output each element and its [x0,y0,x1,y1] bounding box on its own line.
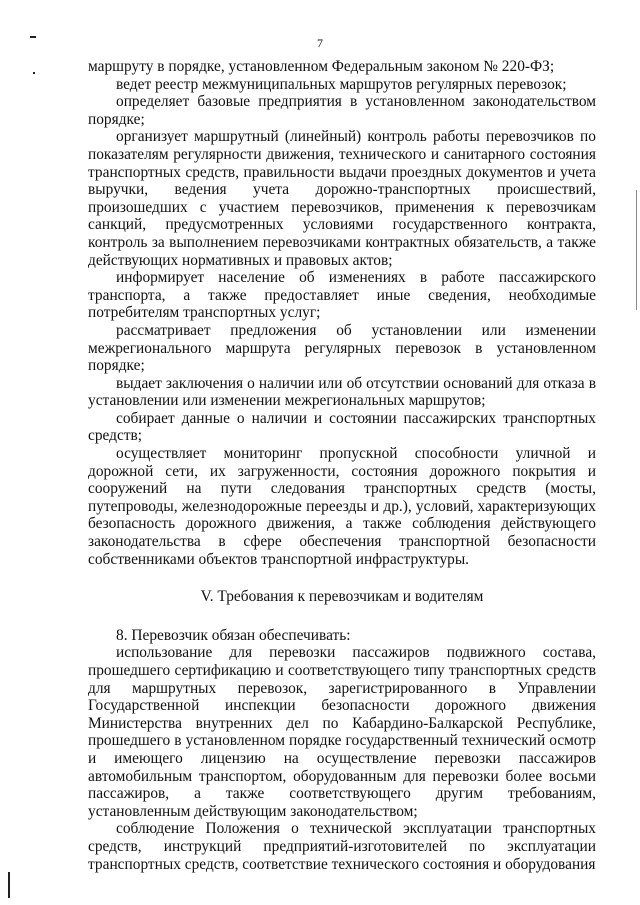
paragraph: организует маршрутный (линейный) контроль работы перевозчиков по показателям регулярности движения, технического и санитарного состояния транспортных средств, правильности выдачи проездных документов и учета выручки, ведения учета дорожно-транспортных происшествий, произошедших с участием перевозчиков, применения к перевозчикам санкций, предусмотренных условиями государственного контракта, контроль за выполнением перевозчиками контрактных обязательств, а также действующих нормативных и правовых актов; [88,128,596,269]
page-number: 7 [317,36,323,50]
paragraphs-top [88,58,596,568]
paragraph: выдает заключения о наличии или об отсутствии оснований для отказа в установлении или изменении межрегиональных маршрутов; [88,374,596,410]
scan-mark-edge [636,190,637,310]
paragraph: использование для перевозки пассажиров подвижного состава, прошедшего сертификацию и соответствующего типу транспортных средств для маршрутных перевозок, зарегистрированного в Управлении Государственной инспекции безопасности дорожного движения Министерства внутренних дел по Кабардино-Балкарской Республике, прошедшего в установленном порядке государственный технический осмотр и имеющего лицензию на осуществление перевозки пассажиров автомобильным транспортом, оборудованным для перевозки более восьми пассажиров, а также соответствующего другим требованиям, установленным действующим законодательством; [88,644,596,820]
scan-mark-bottom [8,872,10,898]
paragraph: ведет реестр межмуниципальных маршрутов регулярных перевозок; [116,75,567,93]
section-heading: V. Требования к перевозчикам и водителям [200,588,484,606]
paragraph: соблюдение Положения о технической эксплуатации транспортных средств, инструкций предприятий-изготовителей по эксплуатации транспортных средств, соответствие технического состояния и оборудования [88,820,596,873]
paragraph: собирает данные о наличии и состоянии пассажирских транспортных средств; [88,409,596,445]
paragraph: 8. Перевозчик обязан обеспечивать: [116,626,351,644]
paragraph: маршруту в порядке, установленном Федеральным законом № 220-ФЗ; [88,58,555,75]
paragraph: осуществляет мониторинг пропускной способности уличной и дорожной сети, их загруженности, состояния дорожного покрытия и сооружений на пути следования транспортных средств (мосты, путепроводы, железнодорожные переезды и др.), условий, характеризующих безопасность дорожного движения, а также соблюдения действующего законодательства в сфере обеспечения транспортной безопасности собственниками объектов транспортной инфраструктуры. [88,445,596,568]
paragraph: рассматривает предложения об установлении или изменении межрегионального маршрута регулярных перевозок в установленном порядке; [88,321,596,375]
scan-mark-top [30,36,36,38]
scan-mark-dot [33,72,35,74]
paragraphs-bottom [88,627,596,873]
paragraph: информирует население об изменениях в работе пассажирского транспорта, а также предоставляет иные сведения, необходимые потребителям транспортных услуг; [88,269,596,322]
document-body [88,58,596,873]
paragraph: определяет базовые предприятия в установленном законодательством порядке; [88,93,596,128]
